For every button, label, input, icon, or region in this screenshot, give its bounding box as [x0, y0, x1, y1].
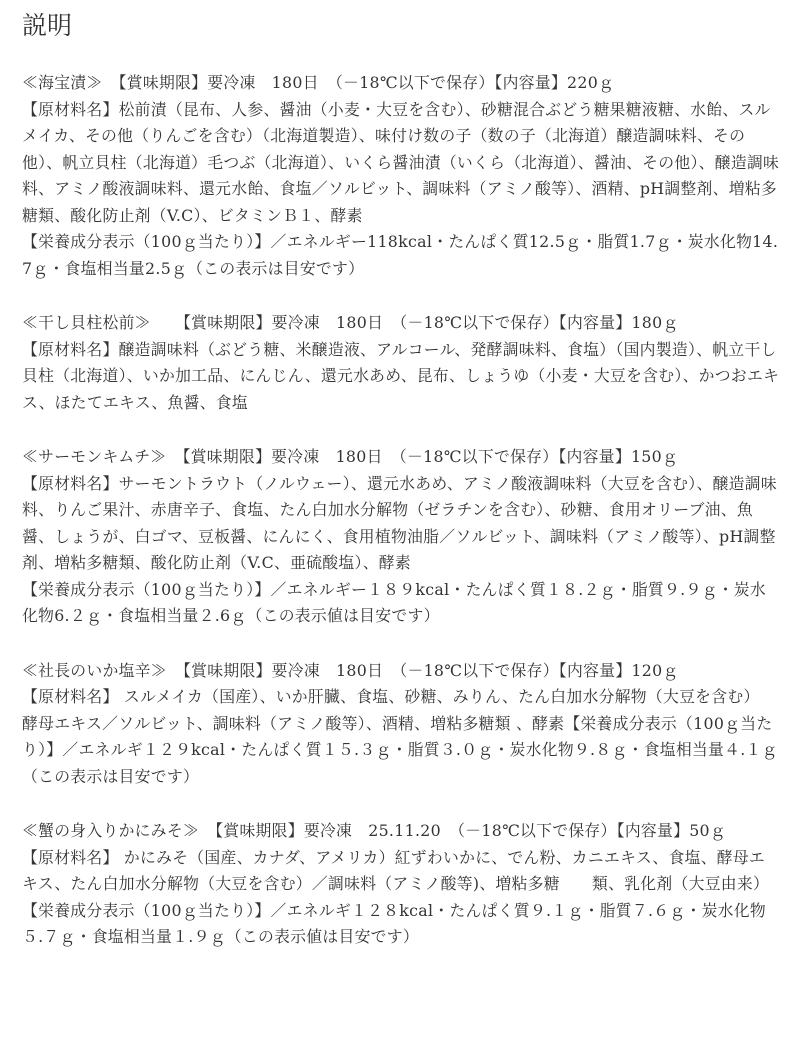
- product-kaihouzuke: [22, 70, 780, 282]
- product-ika-shiokara: [22, 658, 780, 791]
- product-ingredients: 【原材料名】松前漬（昆布、人参、醤油（小麦・大豆を含む）、砂糖混合ぶどう糖果糖液糖、水飴、スルメイカ、その他（りんごを含む）（北海道製造）、味付け数の子（数の子（北海道）醸造調味料、その他）、帆立貝柱（北海道）毛つぶ（北海道）、いくら醤油漬（いくら（北海道）、醤油、その他）、醸造調味料、アミノ酸液調味料、還元水飴、食塩／ソルビット、調味料（アミノ酸等）、酒精、pH調整剤、増粘多糖類、酸化防止剤（V.C）、ビタミンＢ１、酵素: [22, 99, 780, 225]
- product-ingredients: 【原材料名】醸造調味料（ぶどう糖、米醸造液、アルコール、発酵調味料、食塩）（国内製造）、帆立干し貝柱（北海道）、いか加工品、にんじん、還元水あめ、昆布、しょうゆ（小麦・大豆を含む）、かつおエキス、ほたてエキス、魚醤、食塩: [22, 339, 780, 412]
- product-heading: ≪海宝漬≫ 【賞味期限】要冷凍 180日 （－18℃以下で保存）【内容量】220ｇ: [22, 73, 615, 92]
- product-nutrition: 【栄養成分表示（100ｇ当たり）】／エネルギ１２８kcal・たんぱく質９.１ｇ・脂質７.６ｇ・炭水化物５.７ｇ・食塩相当量１.９ｇ（この表示値は目安です）: [22, 900, 766, 946]
- product-ingredients: 【原材料名】 かにみそ（国産、カナダ、アメリカ）紅ずわいかに、でん粉、カニエキス、食塩、酵母エキス、たん白加水分解物（大豆を含む）／調味料（アミノ酸等)、増粘多糖 類、乳化剤（大豆由来）: [22, 847, 770, 893]
- product-ingredients: 【原材料名】 スルメイカ（国産）、いか肝臓、食塩、砂糖、みりん、たん白加水分解物（大豆を含む） 酵母エキス／ソルビット、調味料（アミノ酸等）、酒精、増粘多糖類 、酵素【栄養成分表示（100ｇ当たり）】／エネルギ１２９kcal・たんぱく質１５.３ｇ・脂質３.０ｇ・炭水化物９.８ｇ・食塩相当量４.１ｇ（この表示は目安です）: [22, 687, 778, 786]
- product-hoshikaibashira-matsumae: [22, 310, 780, 416]
- page-title: 説明: [22, 11, 73, 40]
- product-heading: ≪社長のいか塩辛≫ 【賞味期限】要冷凍 180日 （－18℃以下で保存）【内容量】120ｇ: [22, 660, 679, 680]
- product-nutrition: 【栄養成分表示（100ｇ当たり）】／エネルギー118kcal・たんぱく質12.5ｇ・脂質1.7ｇ・炭水化物14.7ｇ・食塩相当量2.5ｇ（この表示は目安です）: [22, 232, 779, 278]
- product-heading: ≪サーモンキムチ≫ 【賞味期限】要冷凍 180日 （－18℃以下で保存）【内容量】150ｇ: [22, 447, 679, 466]
- product-heading: ≪干し貝柱松前≫ 【賞味期限】要冷凍 180日 （－18℃以下で保存）【内容量】180ｇ: [22, 313, 679, 332]
- product-salmon-kimchi: [22, 444, 780, 630]
- product-kanimiso: [22, 818, 780, 951]
- product-ingredients: 【原材料名】サーモントラウト（ノルウェー）、還元水あめ、アミノ酸液調味料（大豆を含む）、醸造調味料、りんご果汁、赤唐辛子、食塩、たん白加水分解物（ゼラチンを含む）、砂糖、食用オリーブ油、魚醤、しょうが、白ゴマ、豆板醤、にんにく、食用植物油脂／ソルビット、調味料（アミノ酸等）、pH調整剤、増粘多糖類、酸化防止剤（V.C、亜硫酸塩）、酵素: [22, 473, 777, 572]
- product-nutrition: 【栄養成分表示（100ｇ当たり）】／エネルギー１８９kcal・たんぱく質１８.２ｇ・脂質９.９ｇ・炭水化物6.２ｇ・食塩相当量２.6ｇ（この表示値は目安です）: [22, 579, 766, 625]
- product-heading: ≪蟹の身入りかにみそ≫ 【賞味期限】要冷凍 25.11.20 （－18℃以下で保存）【内容量】50ｇ: [22, 821, 727, 840]
